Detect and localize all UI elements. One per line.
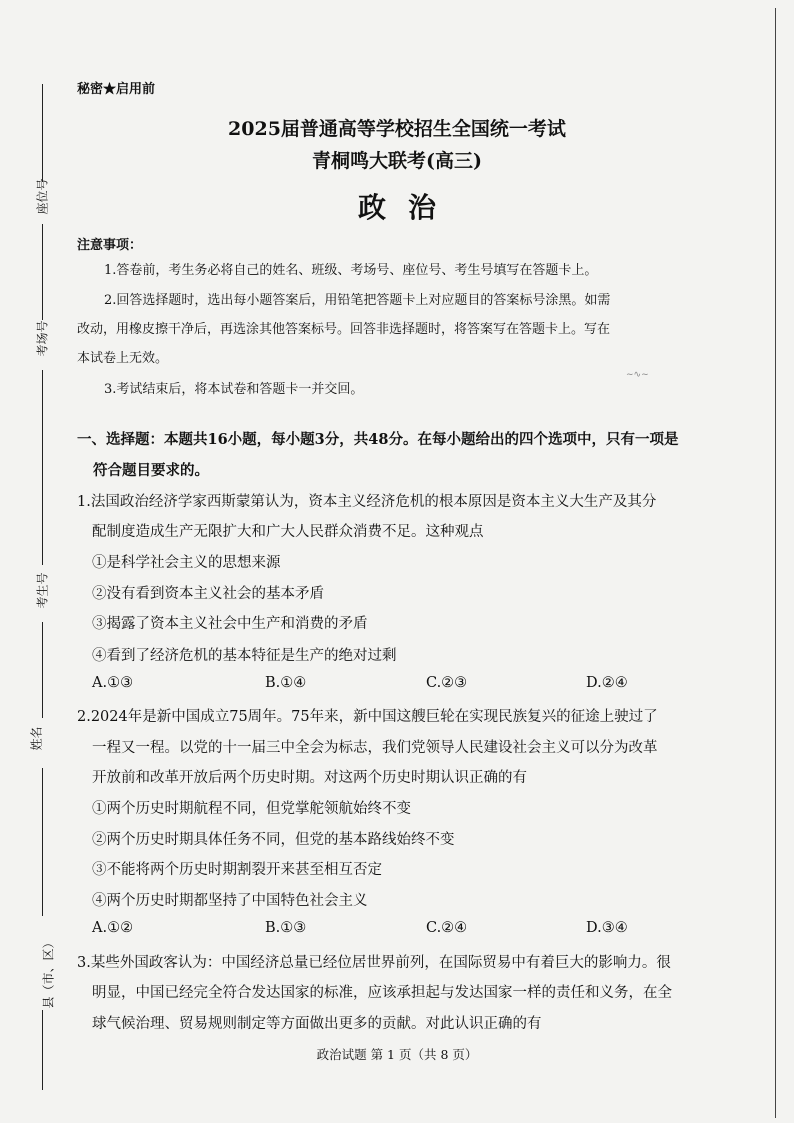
answer-option-c: C.②③ <box>426 675 468 691</box>
statement-item: ③揭露了资本主义社会中生产和消费的矛盾 <box>92 616 368 632</box>
binding-line-5 <box>42 768 43 916</box>
margin-label-name: 姓名 <box>29 726 44 751</box>
note-line: 2.回答选择题时，选出每小题答案后，用铅笔把答题卡上对应题目的答案标号涂黑。如需 <box>104 293 611 308</box>
margin-label-seat: 座位号 <box>35 178 50 215</box>
note-line: 1.答卷前，考生务必将自己的姓名、班级、考场号、座位号、考生号填写在答题卡上。 <box>104 263 598 278</box>
exam-title: 2025届普通高等学校招生全国统一考试 <box>228 118 566 140</box>
question-stem: 配制度造成生产无限扩大和广大人民群众消费不足。这种观点 <box>92 524 484 540</box>
question-stem: 开放前和改革开放后两个历史时期。对这两个历史时期认识正确的有 <box>92 770 527 786</box>
section-heading: 一、选择题：本题共16小题，每小题3分，共48分。在每小题给出的四个选项中，只有一项是 <box>77 431 679 448</box>
statement-item: ④看到了经济危机的基本特征是生产的绝对过剩 <box>92 648 397 664</box>
question-stem: 一程又一程。以党的十一届三中全会为标志，我们党领导人民建设社会主义可以分为改革 <box>92 740 658 756</box>
note-line: 3.考试结束后，将本试卷和答题卡一并交回。 <box>104 382 364 397</box>
exam-subtitle: 青桐鸣大联考(高三) <box>312 150 482 172</box>
answer-option-b: B.①④ <box>265 675 307 691</box>
answer-option-a: A.①③ <box>92 675 134 691</box>
margin-label-room: 考场号 <box>35 320 50 357</box>
margin-label-examinee: 考生号 <box>35 572 50 609</box>
question-stem: 球气候治理、贸易规则制定等方面做出更多的贡献。对此认识正确的有 <box>92 1016 542 1032</box>
question-stem: 2.2024年是新中国成立75周年。75年来，新中国这艘巨轮在实现民族复兴的征途上驶过了 <box>77 709 658 725</box>
notes-heading: 注意事项： <box>77 238 143 253</box>
statement-item: ④两个历史时期都坚持了中国特色社会主义 <box>92 893 368 909</box>
note-line: 改动，用橡皮擦干净后，再选涂其他答案标号。回答非选择题时，将答案写在答题卡上。写在 <box>77 322 611 337</box>
secret-mark: 秘密★启用前 <box>77 82 156 97</box>
question-stem: 1.法国政治经济学家西斯蒙第认为，资本主义经济危机的根本原因是资本主义大生产及其分 <box>77 494 657 510</box>
scribble-mark: ~∿~ <box>626 370 649 380</box>
right-edge-line <box>775 8 776 1118</box>
statement-item: ③不能将两个历史时期割裂开来甚至相互否定 <box>92 862 382 878</box>
binding-line-2 <box>42 224 43 320</box>
binding-line-4 <box>42 622 43 718</box>
statement-item: ②两个历史时期具体任务不同，但党的基本路线始终不变 <box>92 832 455 848</box>
subject-title: 政治 <box>357 191 458 224</box>
section-heading-cont: 符合题目要求的。 <box>93 462 209 479</box>
question-stem: 明显，中国已经完全符合发达国家的标准，应该承担起与发达国家一样的责任和义务，在全 <box>92 985 672 1001</box>
statement-item: ②没有看到资本主义社会的基本矛盾 <box>92 586 324 602</box>
answer-option-c: C.②④ <box>426 920 468 936</box>
answer-option-a: A.①② <box>92 920 134 936</box>
answer-option-d: D.③④ <box>586 920 628 936</box>
note-line: 本试卷上无效。 <box>77 351 169 366</box>
statement-item: ①是科学社会主义的思想来源 <box>92 555 281 571</box>
page-footer: 政治试题 第 1 页（共 8 页） <box>316 1047 478 1062</box>
binding-line-3 <box>42 370 43 565</box>
question-stem: 3.某些外国政客认为：中国经济总量已经位居世界前列，在国际贸易中有着巨大的影响力。很 <box>77 955 671 971</box>
statement-item: ①两个历史时期航程不同，但党掌舵领航始终不变 <box>92 801 411 817</box>
answer-option-d: D.②④ <box>586 675 628 691</box>
answer-option-b: B.①③ <box>265 920 307 936</box>
margin-label-county: 县（市、区） <box>41 936 56 1009</box>
